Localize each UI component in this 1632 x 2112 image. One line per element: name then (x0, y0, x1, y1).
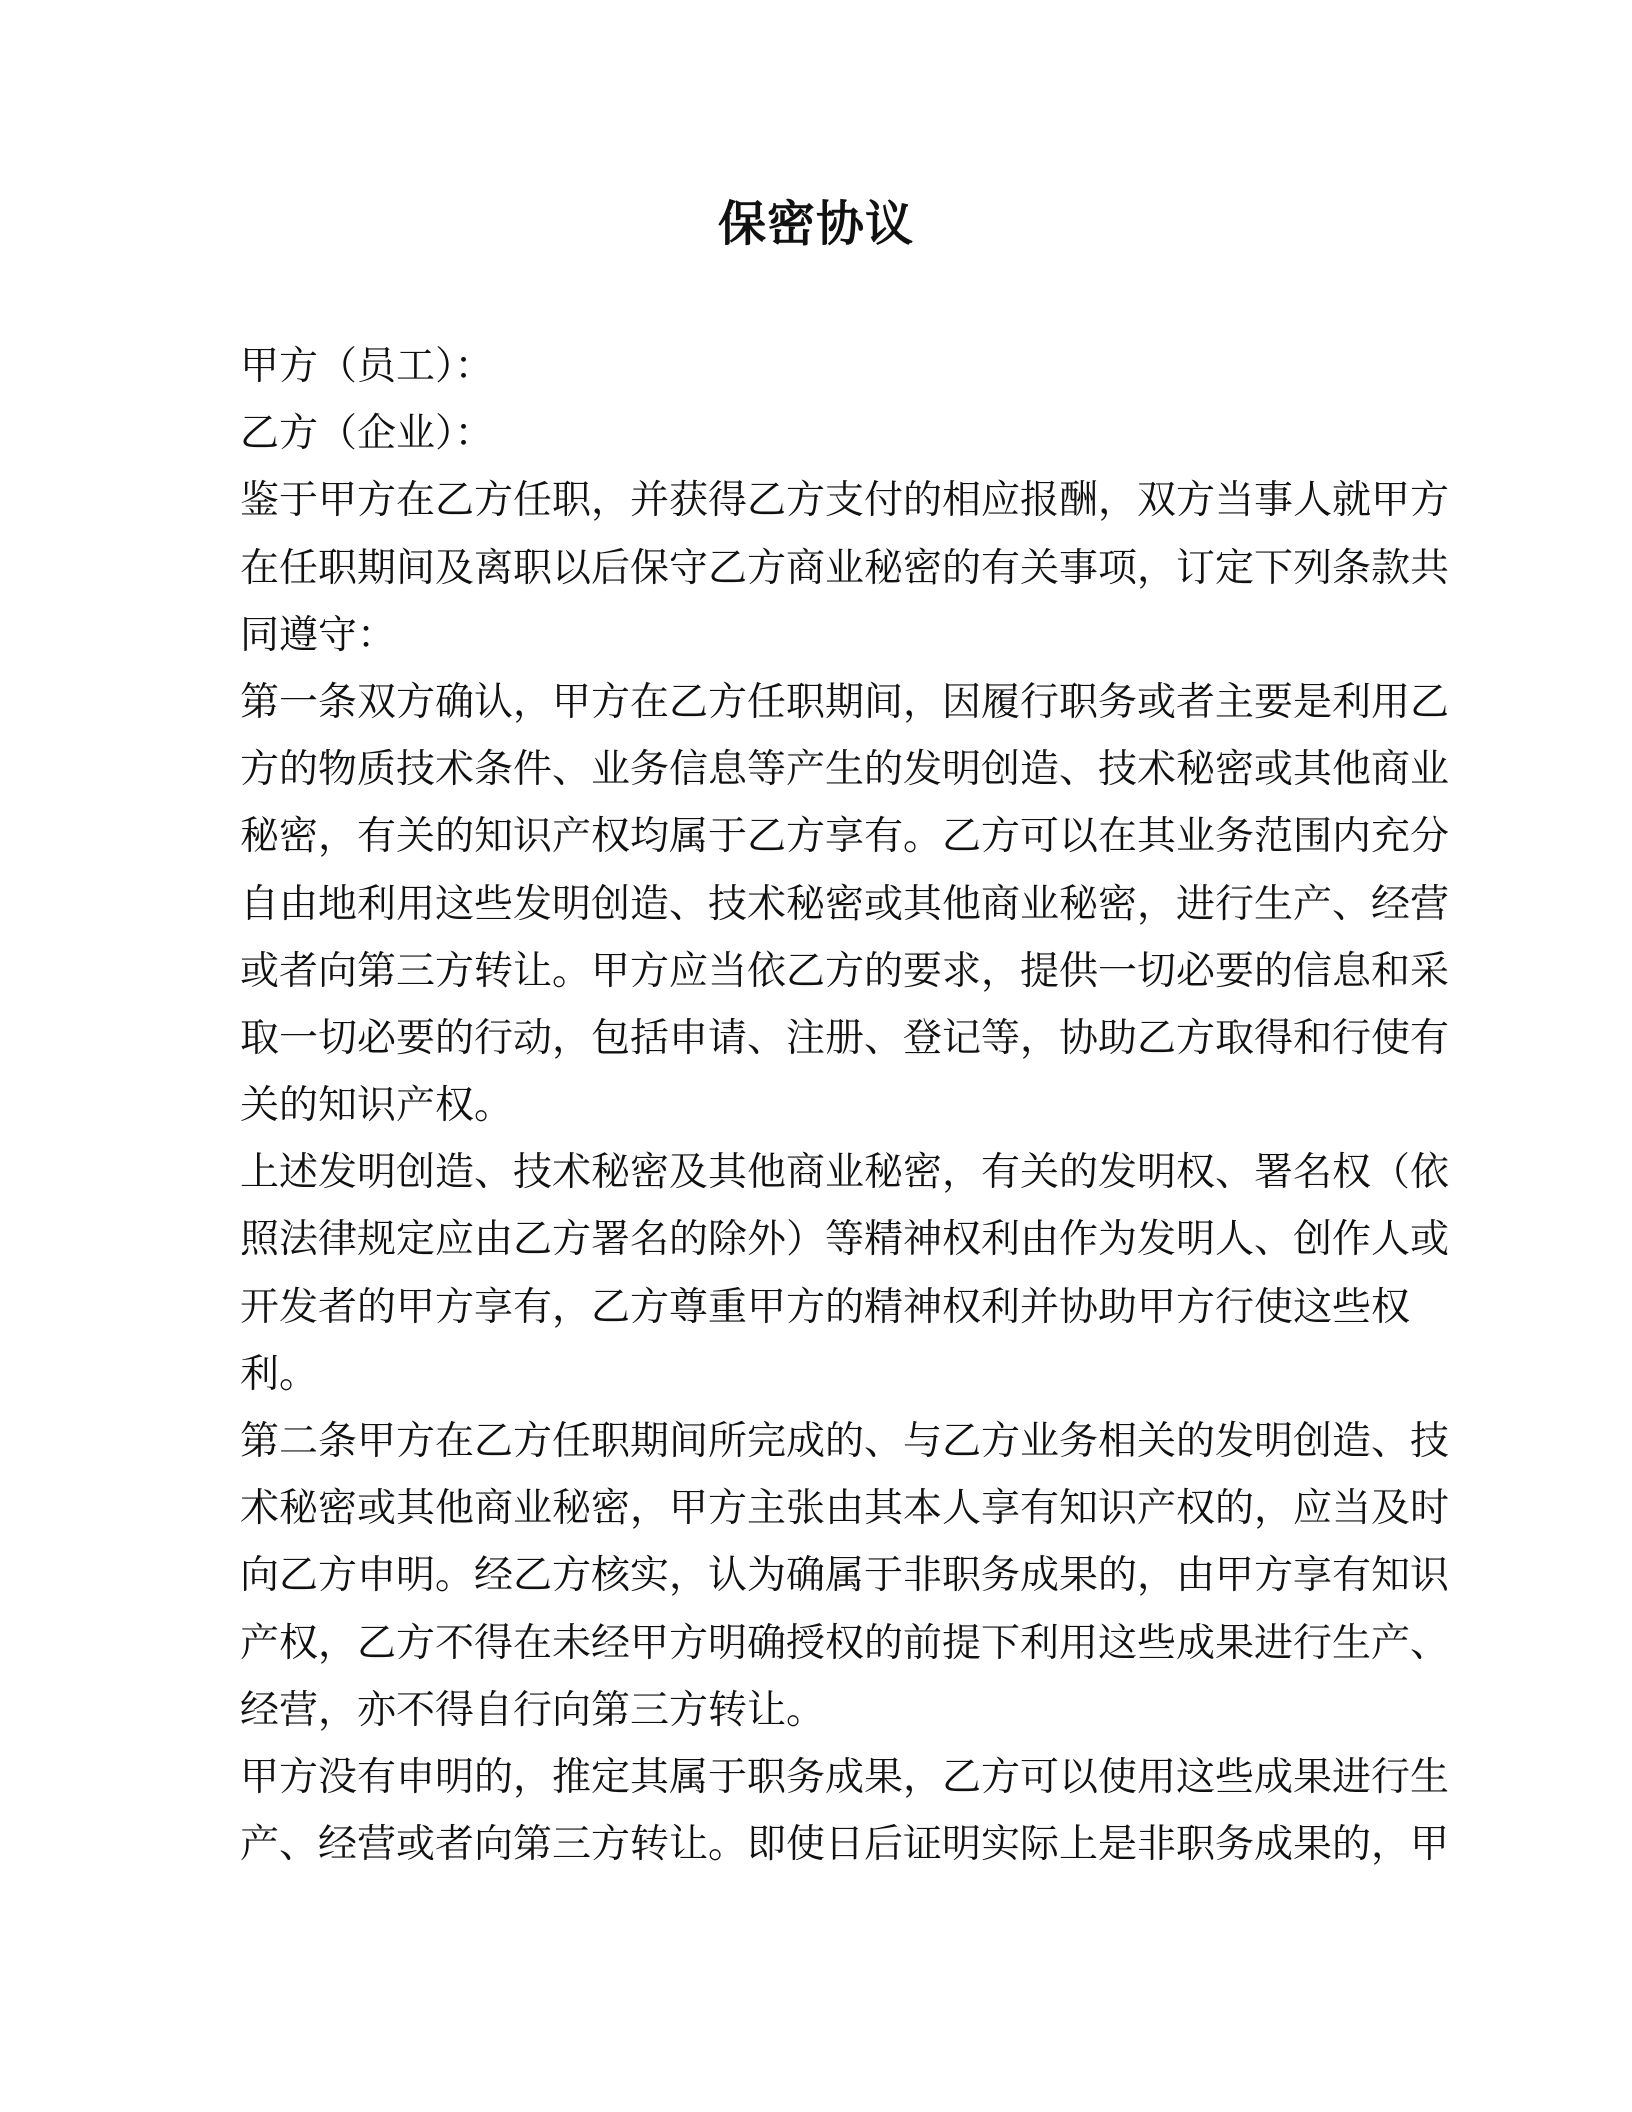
body-line: 照法律规定应由乙方署名的除外）等精神权利由作为发明人、创作人或 (240, 1217, 1450, 1263)
document-title: 保密协议 (717, 196, 914, 252)
party-a-line: 甲方（员工）： (240, 344, 494, 389)
body-line: 取一切必要的行动，包括申请、注册、登记等，协助乙方取得和行使有 (240, 1015, 1450, 1061)
body-line: 第二条甲方在乙方任职期间所完成的、与乙方业务相关的发明创造、技 (240, 1419, 1450, 1464)
body-line: 第一条双方确认，甲方在乙方任职期间，因履行职务或者主要是利用乙 (240, 679, 1450, 725)
body-line: 秘密，有关的知识产权均属于乙方享有。乙方可以在其业务范围内充分 (240, 814, 1450, 860)
body-line: 甲方没有申明的，推定其属于职务成果，乙方可以使用这些成果进行生 (240, 1754, 1450, 1800)
body-line: 产、经营或者向第三方转让。即使日后证明实际上是非职务成果的，甲 (240, 1822, 1450, 1868)
body-line: 自由地利用这些发明创造、技术秘密或其他商业秘密，进行生产、经营 (240, 881, 1450, 927)
body-line: 鉴于甲方在乙方任职，并获得乙方支付的相应报酬，双方当事人就甲方 (240, 478, 1450, 524)
body-line: 经营，亦不得自行向第三方转让。 (240, 1687, 826, 1733)
body-line: 在任职期间及离职以后保守乙方商业秘密的有关事项，订定下列条款共 (240, 545, 1450, 591)
body-line: 关的知识产权。 (240, 1083, 514, 1129)
body-line: 同遵守： (240, 612, 397, 658)
body-line: 利。 (240, 1351, 319, 1397)
body-line: 或者向第三方转让。甲方应当依乙方的要求，提供一切必要的信息和采 (240, 948, 1450, 994)
party-b-line: 乙方（企业）： (240, 411, 494, 457)
body-line: 方的物质技术条件、业务信息等产生的发明创造、技术秘密或其他商业 (240, 747, 1450, 793)
body-line: 上述发明创造、技术秘密及其他商业秘密，有关的发明权、署名权（依 (240, 1150, 1450, 1196)
document-body (240, 333, 1450, 1878)
body-line: 开发者的甲方享有，乙方尊重甲方的精神权利并协助甲方行使这些权 (240, 1284, 1411, 1330)
body-line: 产权，乙方不得在未经甲方明确授权的前提下利用这些成果进行生产、 (240, 1620, 1450, 1666)
body-line: 术秘密或其他商业秘密，甲方主张由其本人享有知识产权的，应当及时 (240, 1486, 1450, 1532)
body-line: 向乙方申明。经乙方核实，认为确属于非职务成果的，由甲方享有知识 (240, 1553, 1450, 1599)
